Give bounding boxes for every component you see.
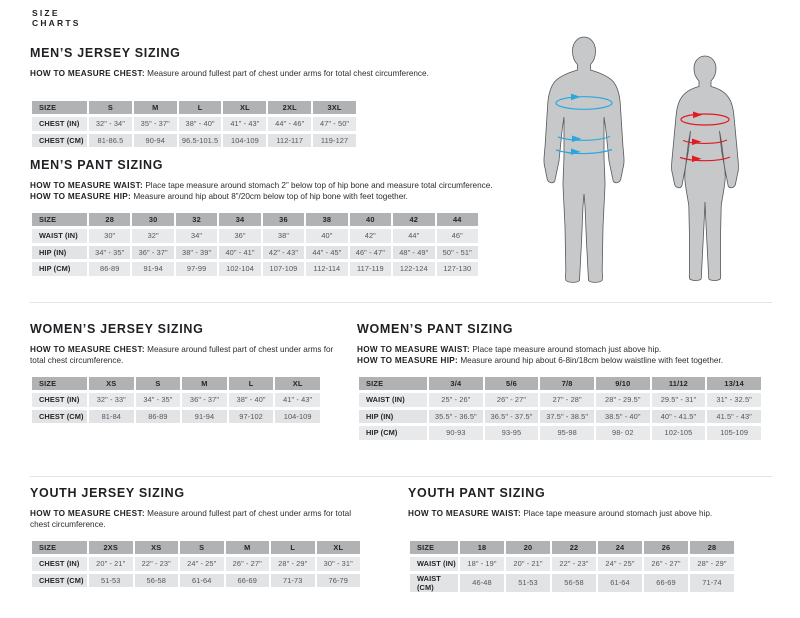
size-value-cell: 28" - 29.5" (596, 393, 650, 407)
section-title: MEN’S JERSEY SIZING (30, 46, 181, 60)
size-value-cell: 105-109 (707, 426, 761, 440)
size-value-cell: 40" - 41" (219, 246, 260, 260)
instruction-label: HOW TO MEASURE HIP: (357, 356, 459, 365)
size-value-cell: 104-109 (275, 410, 320, 424)
size-value-cell: 26" - 27" (644, 557, 688, 571)
size-header-cell: 36 (263, 213, 304, 226)
size-header-cell: 18 (460, 541, 504, 554)
section-youth-pant (408, 486, 748, 595)
size-value-cell: 36" - 37" (132, 246, 173, 260)
male-body-silhouette (543, 36, 625, 284)
size-value-cell: 107-109 (263, 262, 304, 276)
section-mens-jersey (30, 46, 550, 150)
measure-instruction (30, 191, 590, 202)
section-divider (30, 302, 772, 303)
row-label-cell: CHEST (CM) (32, 134, 87, 148)
row-label-header-cell: SIZE (410, 541, 458, 554)
size-header-cell: 3XL (313, 101, 356, 114)
mens-jersey-size-table (30, 98, 358, 150)
size-charts-label-line2: CHARTS (32, 17, 81, 28)
size-value-cell: 42" (350, 229, 391, 243)
size-table-header-row (359, 377, 761, 390)
measure-instruction (30, 180, 590, 191)
row-label-cell: HIP (CM) (359, 426, 427, 440)
size-table-row (32, 246, 478, 260)
size-value-cell: 35" - 37" (134, 117, 177, 131)
size-value-cell: 48" - 49" (393, 246, 434, 260)
size-value-cell: 38" (263, 229, 304, 243)
instruction-text: Measure around hip about 8”/20cm below top of hip bone with feet together. (133, 192, 408, 201)
size-table-header-row (32, 213, 478, 226)
size-table-row (32, 393, 320, 407)
measure-instructions (30, 180, 590, 202)
size-table-row (32, 574, 360, 588)
size-value-cell: 24" - 25" (180, 557, 224, 571)
size-value-cell: 47" - 50" (313, 117, 356, 131)
size-value-cell: 91-94 (132, 262, 173, 276)
measure-instruction (30, 68, 550, 79)
section-title: WOMEN’S PANT SIZING (357, 322, 514, 336)
size-value-cell: 44" - 46" (268, 117, 311, 131)
size-header-cell: 28 (89, 213, 130, 226)
size-table-header-row (32, 541, 360, 554)
row-label-header-cell: SIZE (32, 213, 87, 226)
size-value-cell: 28" - 29" (690, 557, 734, 571)
size-value-cell: 18" - 19" (460, 557, 504, 571)
size-table-header-row (32, 101, 356, 114)
size-value-cell: 38" - 39" (176, 246, 217, 260)
size-value-cell: 34" - 35" (89, 246, 130, 260)
size-header-cell: S (136, 377, 181, 390)
size-header-cell: L (179, 101, 222, 114)
youth-pant-size-table (408, 538, 736, 595)
size-value-cell: 46" (437, 229, 479, 243)
size-value-cell: 97-99 (176, 262, 217, 276)
size-value-cell: 98- 02 (596, 426, 650, 440)
section-womens-pant (357, 322, 777, 443)
size-value-cell: 36" (219, 229, 260, 243)
row-label-cell: WAIST (IN) (32, 229, 87, 243)
section-divider (30, 476, 772, 477)
size-header-cell: 9/10 (596, 377, 650, 390)
size-header-cell: 24 (598, 541, 642, 554)
size-table-row (32, 410, 320, 424)
instruction-text: Place tape measure around stomach just above hip. (472, 345, 662, 354)
size-value-cell: 71-74 (690, 574, 734, 592)
size-value-cell: 56-58 (552, 574, 596, 592)
row-label-cell: WAIST (IN) (410, 557, 458, 571)
instruction-text: Place tape measure around stomach just above hip. (523, 509, 713, 518)
size-value-cell: 41.5" - 43" (707, 410, 761, 424)
section-title: YOUTH JERSEY SIZING (30, 486, 185, 500)
size-header-cell: 5/6 (485, 377, 539, 390)
size-table-row (410, 574, 734, 592)
size-header-cell: 40 (350, 213, 391, 226)
row-label-cell: CHEST (CM) (32, 574, 87, 588)
instruction-label: HOW TO MEASURE WAIST: (357, 345, 471, 354)
size-value-cell: 91-94 (182, 410, 227, 424)
size-header-cell: 28 (690, 541, 734, 554)
size-value-cell: 117-119 (350, 262, 391, 276)
size-table-row (32, 117, 356, 131)
size-value-cell: 46" - 47" (350, 246, 391, 260)
size-value-cell: 102-105 (652, 426, 706, 440)
section-youth-jersey (30, 486, 380, 590)
size-value-cell: 76-79 (317, 574, 361, 588)
size-value-cell: 22" - 23" (135, 557, 179, 571)
size-value-cell: 30" - 31" (317, 557, 361, 571)
female-body-silhouette (667, 54, 743, 281)
size-value-cell: 37.5" - 38.5" (540, 410, 594, 424)
size-value-cell: 51-53 (506, 574, 550, 592)
size-value-cell: 36" - 37" (182, 393, 227, 407)
size-value-cell: 28" - 29" (271, 557, 315, 571)
measure-instructions (30, 68, 550, 90)
size-value-cell: 34" (176, 229, 217, 243)
size-header-cell: 30 (132, 213, 173, 226)
size-table-header-row (410, 541, 734, 554)
size-value-cell: 44" (393, 229, 434, 243)
row-label-cell: CHEST (IN) (32, 117, 87, 131)
instruction-text: Measure around fullest part of chest under arms for total chest circumference. (30, 345, 334, 365)
size-value-cell: 112-117 (268, 134, 311, 148)
size-table-row (410, 557, 734, 571)
size-value-cell: 31" - 32.5" (707, 393, 761, 407)
size-value-cell: 102-104 (219, 262, 260, 276)
measure-instruction (30, 344, 336, 366)
instruction-label: HOW TO MEASURE CHEST: (30, 345, 145, 354)
measure-instruction (357, 355, 777, 366)
instruction-label: HOW TO MEASURE CHEST: (30, 509, 145, 518)
size-value-cell: 38.5" - 40" (596, 410, 650, 424)
size-header-cell: 2XL (268, 101, 311, 114)
size-value-cell: 44" - 45" (306, 246, 347, 260)
size-value-cell: 66-69 (644, 574, 688, 592)
measure-instructions (408, 508, 748, 530)
size-header-cell: XS (89, 377, 134, 390)
row-label-cell: CHEST (IN) (32, 393, 87, 407)
instruction-label: HOW TO MEASURE HIP: (30, 192, 132, 201)
section-title: YOUTH PANT SIZING (408, 486, 546, 500)
size-value-cell: 127-130 (437, 262, 479, 276)
size-value-cell: 71-73 (271, 574, 315, 588)
measure-instructions (30, 344, 336, 366)
size-value-cell: 34" - 35" (136, 393, 181, 407)
size-value-cell: 112-114 (306, 262, 347, 276)
size-value-cell: 56-58 (135, 574, 179, 588)
row-label-header-cell: SIZE (32, 377, 87, 390)
size-header-cell: 44 (437, 213, 479, 226)
size-header-cell: S (89, 101, 132, 114)
size-value-cell: 86-89 (136, 410, 181, 424)
size-header-cell: 2XS (89, 541, 133, 554)
size-header-cell: XS (135, 541, 179, 554)
row-label-header-cell: SIZE (32, 541, 87, 554)
row-label-cell: CHEST (CM) (32, 410, 87, 424)
size-value-cell: 40" (306, 229, 347, 243)
size-header-cell: 26 (644, 541, 688, 554)
measure-instruction (30, 508, 366, 530)
size-value-cell: 32" (132, 229, 173, 243)
size-table-row (359, 393, 761, 407)
size-charts-label-line1: SIZE (32, 8, 60, 18)
instruction-text: Measure around fullest part of chest under arms for total chest circumference. (147, 69, 429, 78)
size-value-cell: 90-93 (429, 426, 483, 440)
size-header-cell: 42 (393, 213, 434, 226)
row-label-cell: CHEST (IN) (32, 557, 87, 571)
instruction-label: HOW TO MEASURE CHEST: (30, 69, 145, 78)
size-header-cell: XL (317, 541, 361, 554)
size-header-cell: M (226, 541, 270, 554)
size-header-cell: M (182, 377, 227, 390)
row-label-cell: HIP (IN) (359, 410, 427, 424)
size-header-cell: 3/4 (429, 377, 483, 390)
size-value-cell: 86-89 (89, 262, 130, 276)
size-value-cell: 26" - 27" (485, 393, 539, 407)
size-value-cell: 61-64 (598, 574, 642, 592)
size-table-row (32, 229, 478, 243)
row-label-cell: HIP (CM) (32, 262, 87, 276)
size-header-cell: 20 (506, 541, 550, 554)
size-value-cell: 93-95 (485, 426, 539, 440)
size-value-cell: 61-64 (180, 574, 224, 588)
mens-pant-size-table (30, 210, 480, 279)
size-value-cell: 46-48 (460, 574, 504, 592)
size-value-cell: 51-53 (89, 574, 133, 588)
size-table-row (32, 262, 478, 276)
size-header-cell: S (180, 541, 224, 554)
size-header-cell: 7/8 (540, 377, 594, 390)
instruction-text: Measure around hip about 6-8in/18cm below waistline with feet together. (460, 356, 723, 365)
row-label-header-cell: SIZE (359, 377, 427, 390)
size-header-cell: 38 (306, 213, 347, 226)
size-value-cell: 97-102 (229, 410, 274, 424)
measure-instructions (357, 344, 777, 366)
size-value-cell: 81-84 (89, 410, 134, 424)
row-label-cell: HIP (IN) (32, 246, 87, 260)
size-value-cell: 81-86.5 (89, 134, 132, 148)
size-value-cell: 38" - 40" (229, 393, 274, 407)
size-table-row (359, 426, 761, 440)
size-header-cell: L (229, 377, 274, 390)
size-value-cell: 104-109 (223, 134, 266, 148)
size-table-header-row (32, 377, 320, 390)
instruction-text: Place tape measure around stomach 2” below top of hip bone and measure total circumference. (145, 181, 493, 190)
section-mens-pant (30, 158, 590, 279)
size-value-cell: 50" - 51" (437, 246, 479, 260)
size-value-cell: 96.5-101.5 (179, 134, 222, 148)
row-label-cell: WAIST (IN) (359, 393, 427, 407)
measure-instructions (30, 508, 366, 530)
youth-jersey-size-table (30, 538, 362, 590)
instruction-label: HOW TO MEASURE WAIST: (30, 181, 144, 190)
size-value-cell: 66-69 (226, 574, 270, 588)
section-title: WOMEN’S JERSEY SIZING (30, 322, 204, 336)
size-value-cell: 35.5" - 36.5" (429, 410, 483, 424)
womens-jersey-size-table (30, 374, 322, 426)
size-value-cell: 38" - 40" (179, 117, 222, 131)
size-value-cell: 36.5" - 37.5" (485, 410, 539, 424)
size-value-cell: 26" - 27" (226, 557, 270, 571)
size-value-cell: 32" - 33" (89, 393, 134, 407)
womens-pant-size-table (357, 374, 763, 443)
size-value-cell: 95-98 (540, 426, 594, 440)
size-value-cell: 29.5" - 31" (652, 393, 706, 407)
size-value-cell: 90-94 (134, 134, 177, 148)
row-label-cell: WAIST (CM) (410, 574, 458, 592)
size-value-cell: 27" - 28" (540, 393, 594, 407)
size-value-cell: 20" - 21" (89, 557, 133, 571)
row-label-header-cell: SIZE (32, 101, 87, 114)
size-header-cell: XL (275, 377, 320, 390)
size-value-cell: 122-124 (393, 262, 434, 276)
size-table-row (359, 410, 761, 424)
size-value-cell: 24" - 25" (598, 557, 642, 571)
size-table-row (32, 134, 356, 148)
section-womens-jersey (30, 322, 350, 426)
size-value-cell: 119-127 (313, 134, 356, 148)
size-value-cell: 30" (89, 229, 130, 243)
measure-instruction (408, 508, 748, 519)
size-header-cell: 22 (552, 541, 596, 554)
size-header-cell: M (134, 101, 177, 114)
size-header-cell: L (271, 541, 315, 554)
size-value-cell: 20" - 21" (506, 557, 550, 571)
size-header-cell: XL (223, 101, 266, 114)
size-value-cell: 42" - 43" (263, 246, 304, 260)
section-title: MEN’S PANT SIZING (30, 158, 164, 172)
size-header-cell: 11/12 (652, 377, 706, 390)
size-charts-label (32, 9, 81, 28)
size-header-cell: 32 (176, 213, 217, 226)
size-value-cell: 32" - 34" (89, 117, 132, 131)
instruction-text: Measure around fullest part of chest under arms for total chest circumference. (30, 509, 352, 529)
instruction-label: HOW TO MEASURE WAIST: (408, 509, 522, 518)
size-header-cell: 13/14 (707, 377, 761, 390)
size-value-cell: 41" - 43" (223, 117, 266, 131)
size-value-cell: 40" - 41.5" (652, 410, 706, 424)
size-table-row (32, 557, 360, 571)
size-value-cell: 25" - 26" (429, 393, 483, 407)
measure-instruction (357, 344, 777, 355)
size-value-cell: 22" - 23" (552, 557, 596, 571)
size-header-cell: 34 (219, 213, 260, 226)
size-value-cell: 41" - 43" (275, 393, 320, 407)
